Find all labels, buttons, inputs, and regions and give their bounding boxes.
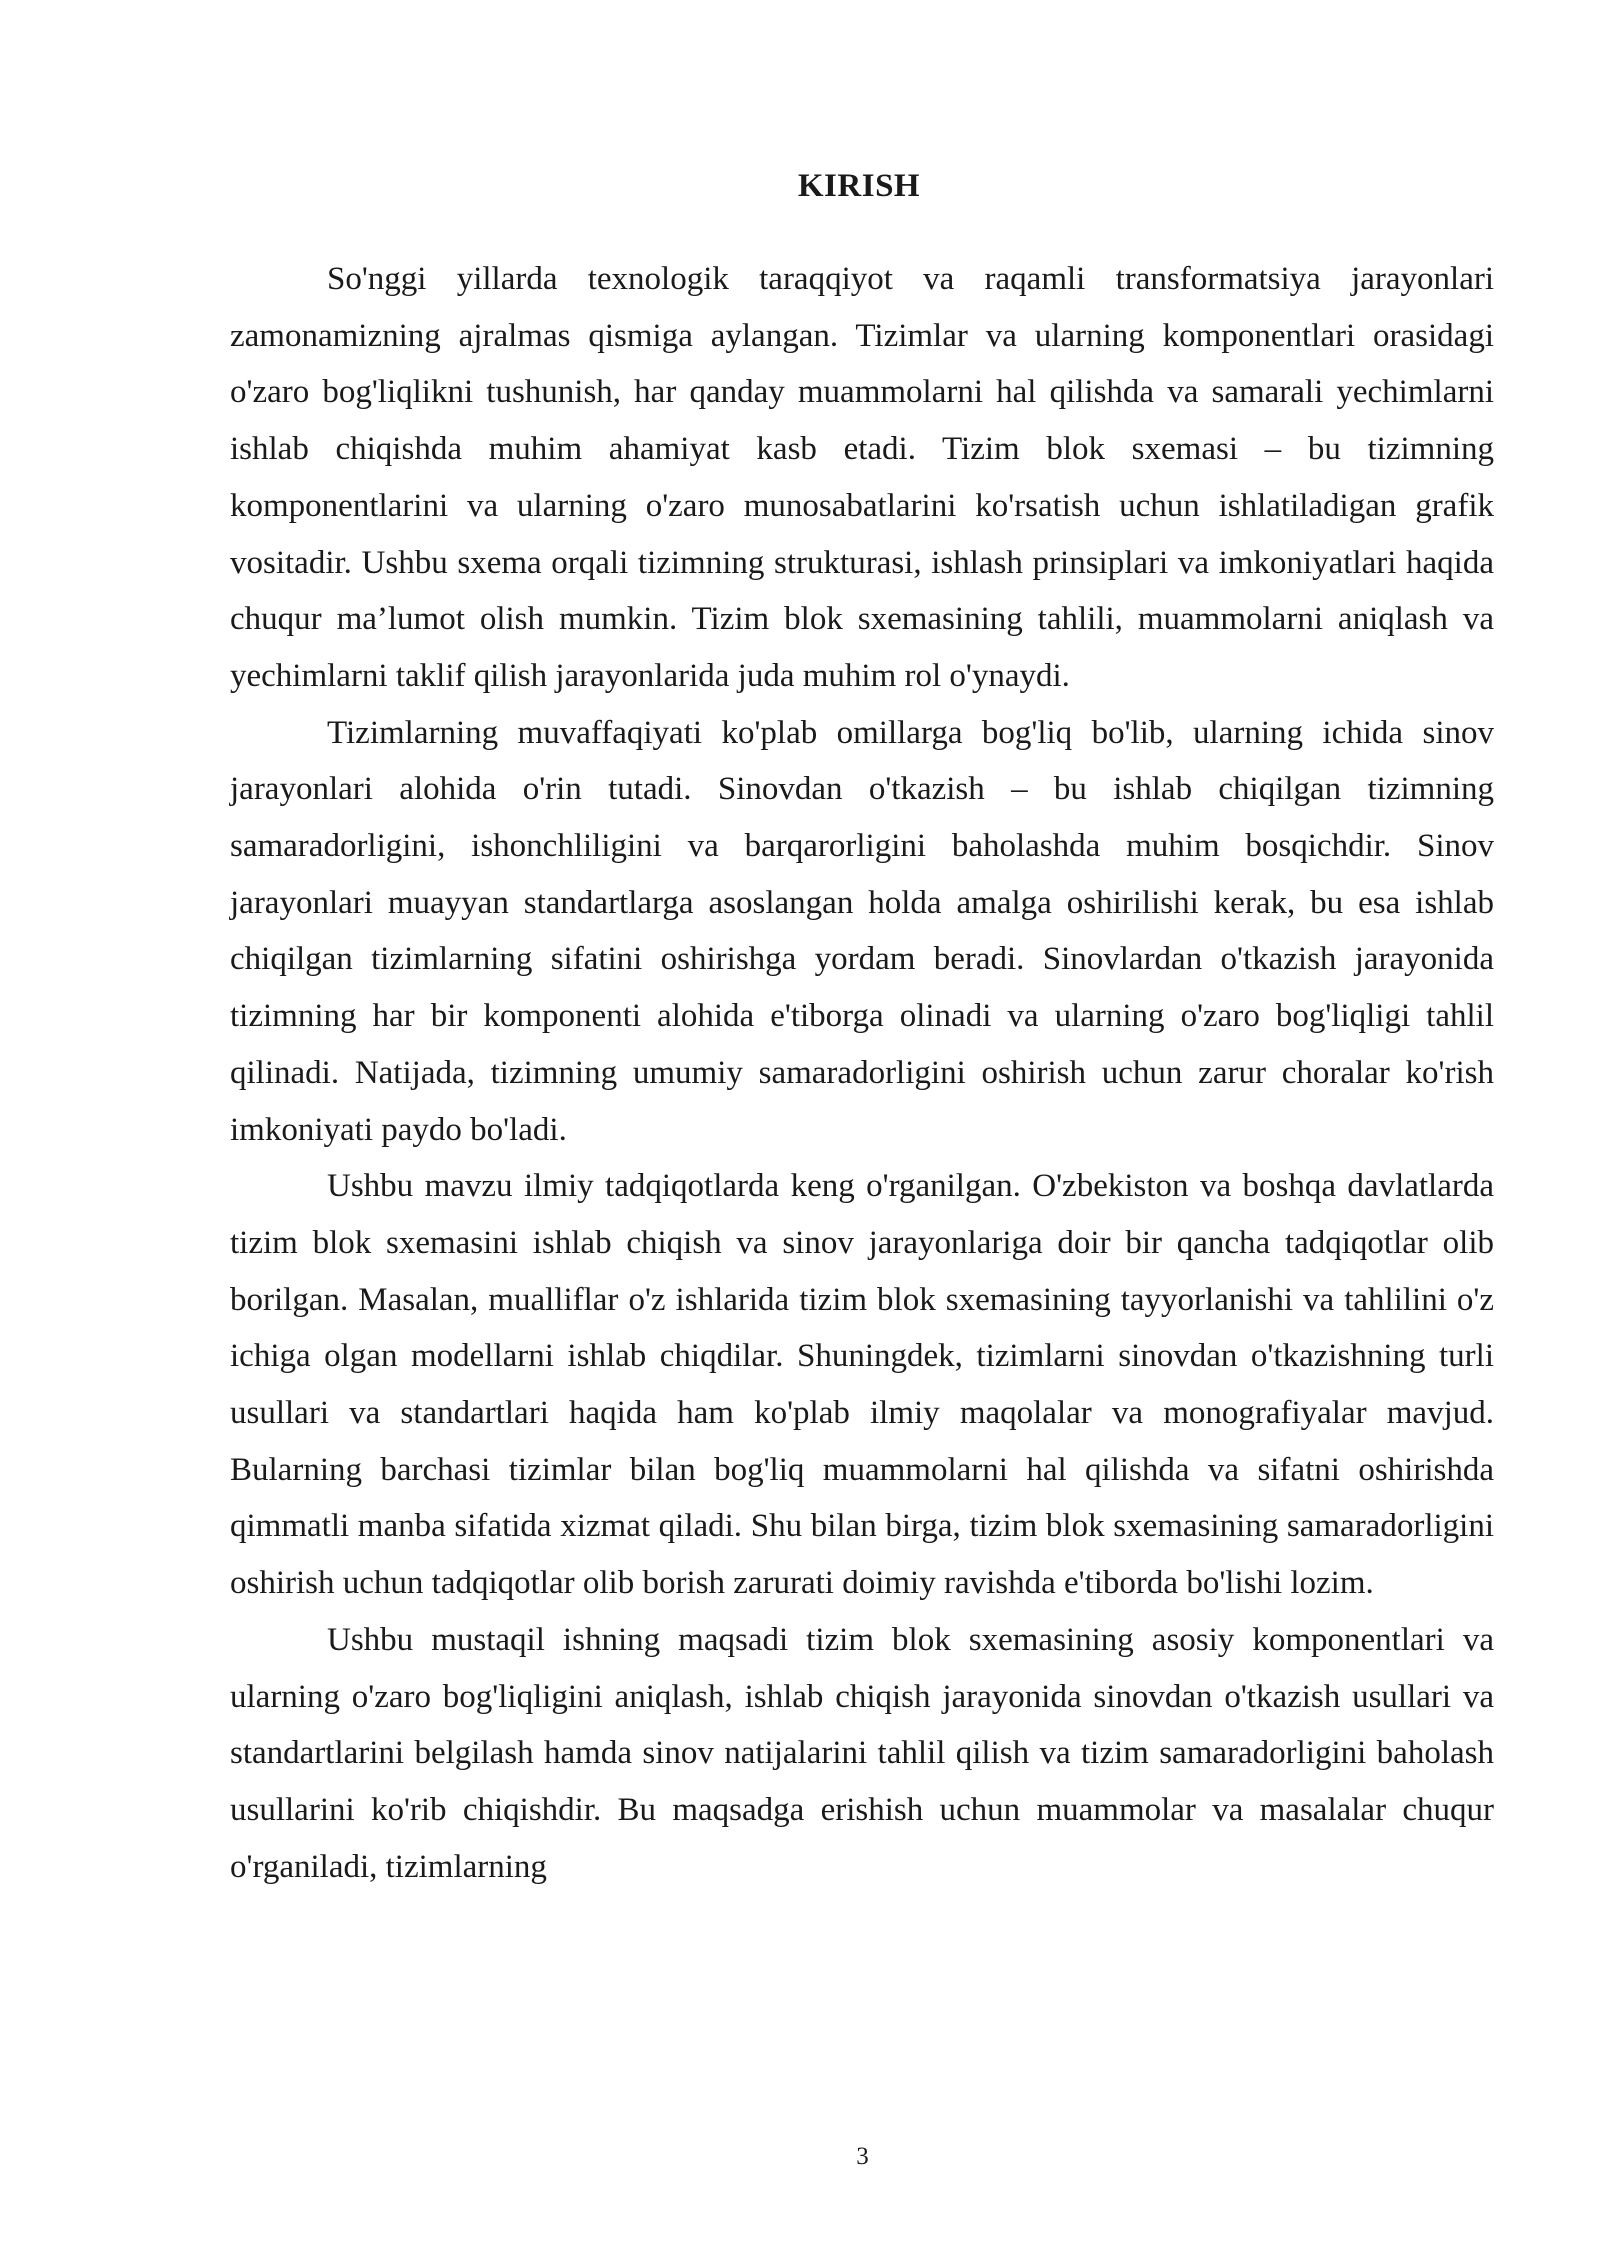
page-number: 3 [856,2143,869,2170]
paragraph-2: Tizimlarning muvaffaqiyati ko'plab omillarga bog'liq bo'lib, ularning ichida sinov jarayonlari alohida o'rin tutadi. Sinovdan o'tkazish – bu ishlab chiqilgan tizimning samaradorligini, ishonchliligini va barqarorligini baholashda muhim bosqichdir. Sinov jarayonlari muayyan standartlarga asoslangan holda amalga oshirilishi kerak, bu esa ishlab chiqilgan tizimlarning sifatini oshirishga yordam beradi. Sinovlardan o'tkazish jarayonida tizimning har bir komponenti alohida e'tiborga olinadi va ularning o'zaro bog'liqligi tahlil qilinadi. Natijada, tizimning umumiy samaradorligini oshirish uchun zarur choralar ko'rish imkoniyati paydo bo'ladi. [230,714,1494,1148]
paragraph-1: So'nggi yillarda texnologik taraqqiyot va raqamli transformatsiya jarayonlari zamonamizning ajralmas qismiga aylangan. Tizimlar va ularning komponentlari orasidagi o'zaro bog'liqlikni tushunish, har qanday muammolarni hal qilishda va samarali yechimlarni ishlab chiqishda muhim ahamiyat kasb etadi. Tizim blok sxemasi – bu tizimning komponentlarini va ularning o'zaro munosabatlarini ko'rsatish uchun ishlatiladigan grafik vositadir. Ushbu sxema orqali tizimning strukturasi, ishlash prinsiplari va imkoniyatlari haqida chuqur ma’lumot olish mumkin. Tizim blok sxemasining tahlili, muammolarni aniqlash va yechimlarni taklif qilish jarayonlarida juda muhim rol o'ynaydi. [230,261,1494,694]
paragraph-4: Ushbu mustaqil ishning maqsadi tizim blok sxemasining asosiy komponentlari va ularning o'zaro bog'liqligini aniqlash, ishlab chiqish jarayonida sinovdan o'tkazish usullari va standartlarini belgilash hamda sinov natijalarini tahlil qilish va tizim samaradorligini baholash usullarini ko'rib chiqishdir. Bu maqsadga erishish uchun muammolar va masalalar chuqur o'rganiladi, tizimlarning [230,1621,1494,1885]
body-text [230,251,1494,1895]
page-title: KIRISH [797,168,921,204]
paragraph-3: Ushbu mavzu ilmiy tadqiqotlarda keng o'rganilgan. O'zbekiston va boshqa davlatlarda tizim blok sxemasini ishlab chiqish va sinov jarayonlariga doir bir qancha tadqiqotlar olib borilgan. Masalan, mualliflar o'z ishlarida tizim blok sxemasining tayyorlanishi va tahlilini o'z ichiga olgan modellarni ishlab chiqdilar. Shuningdek, tizimlarni sinovdan o'tkazishning turli usullari va standartlari haqida ham ko'plab ilmiy maqolalar va monografiyalar mavjud. Bularning barchasi tizimlar bilan bog'liq muammolarni hal qilishda va sifatni oshirishda qimmatli manba sifatida xizmat qiladi. Shu bilan birga, tizim blok sxemasining samaradorligini oshirish uchun tadqiqotlar olib borish zarurati doimiy ravishda e'tiborda bo'lishi lozim. [230,1168,1494,1602]
